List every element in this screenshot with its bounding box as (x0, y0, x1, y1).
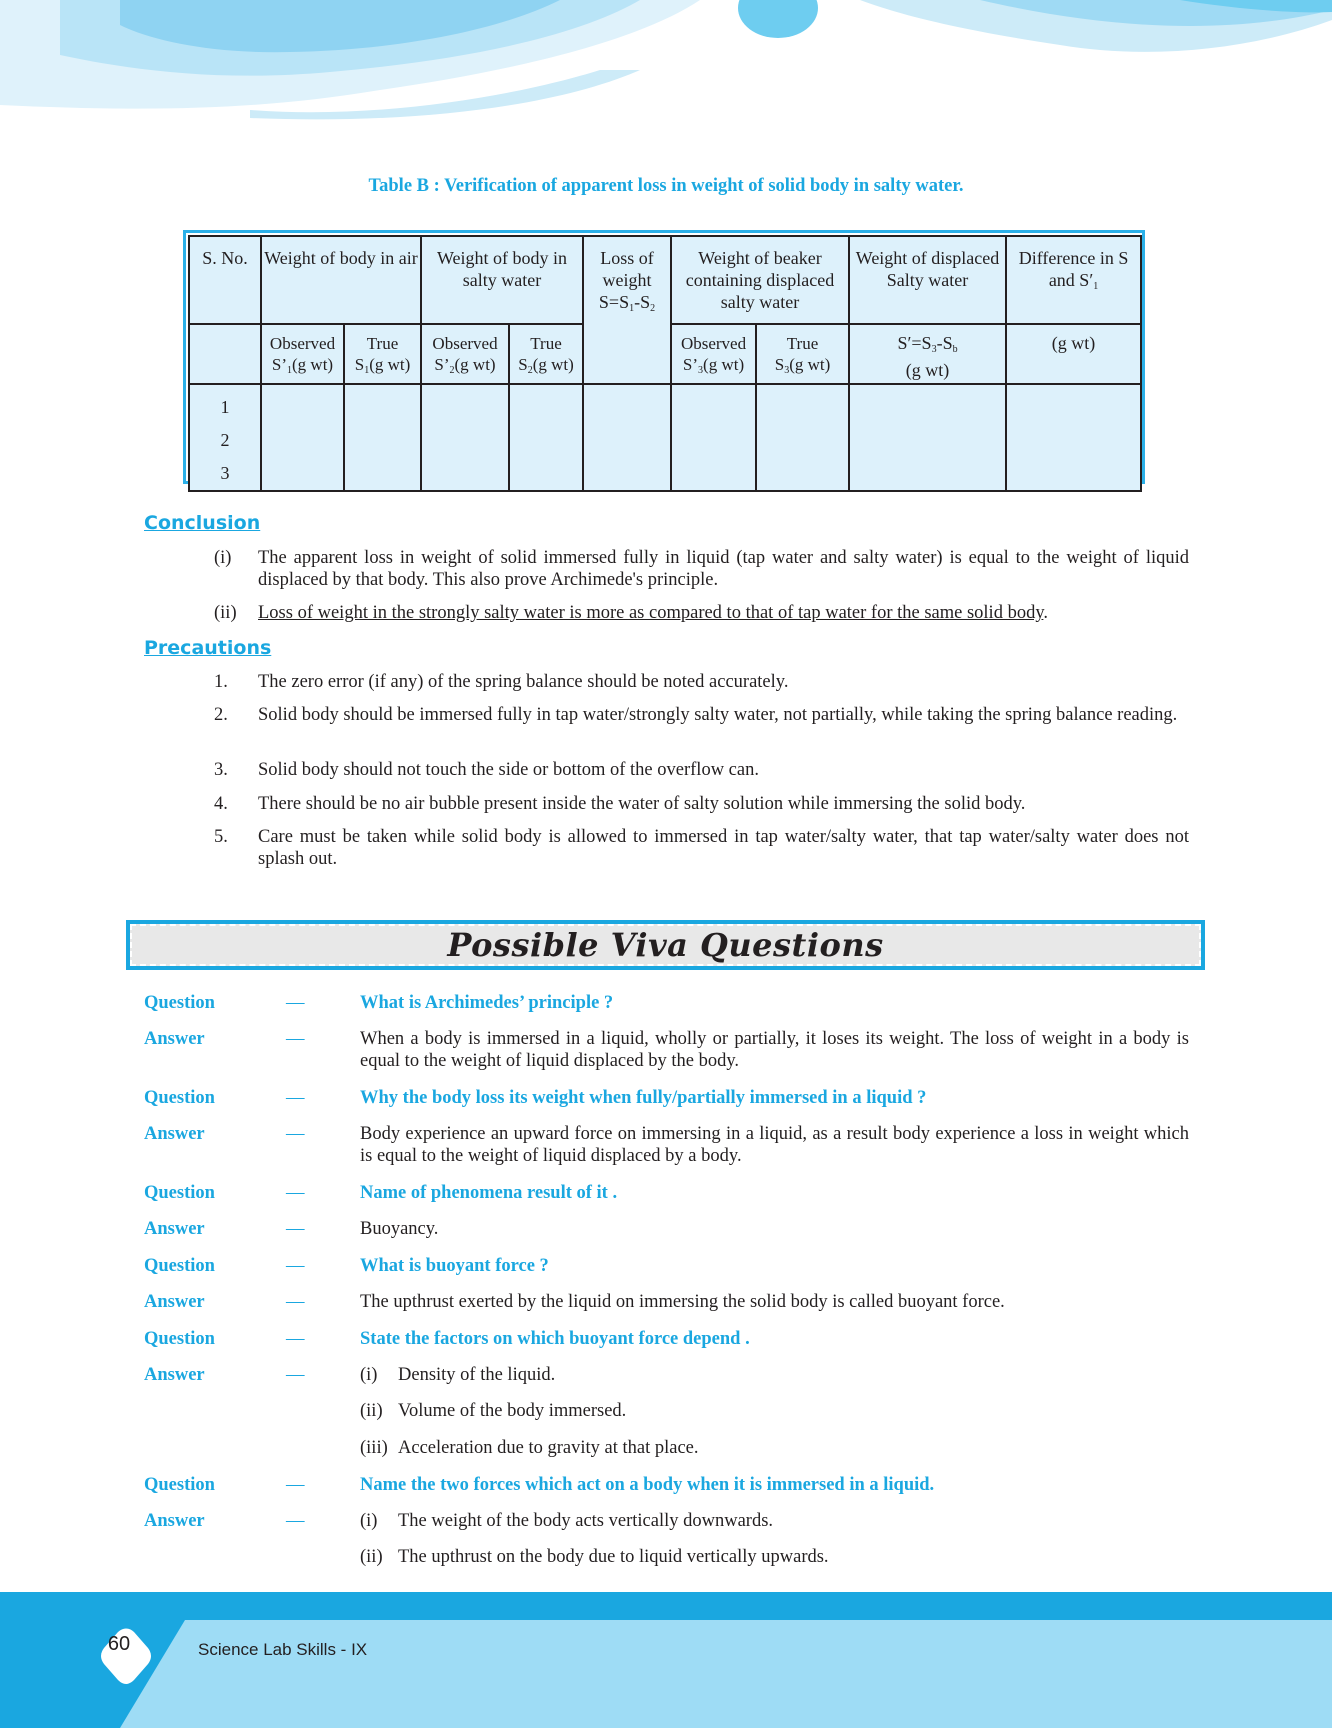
row-number: 2 (220, 430, 230, 450)
answer-text: Buoyancy. (360, 1219, 439, 1239)
precaution-item: 5. Care must be taken while solid body is allowed to immersed in tap water/salty water, that tap water/salty water does not splash out. (214, 827, 1189, 869)
book-title: Science Lab Skills - IX (198, 1640, 368, 1659)
question-text: Name of phenomena result of it . (360, 1183, 618, 1203)
table-cell (583, 384, 671, 491)
viva-answer: Answer — Buoyancy. (144, 1218, 1189, 1240)
header-difference: Difference in S and $S'_1$ (1006, 236, 1141, 324)
conclusion-item: (ii) Loss of weight in the strongly salty water is more as compared to that of tap water for the same solid body. (214, 603, 1048, 623)
viva-question: Question — Name of phenomena result of it . (144, 1182, 1189, 1204)
viva-question: Question — Name the two forces which act on a body when it is immersed in a liquid. (144, 1474, 1189, 1496)
table-cell (509, 384, 583, 491)
viva-banner (126, 920, 1205, 970)
viva-question: Question — Why the body loss its weight when fully/partially immersed in a liquid ? (144, 1087, 1189, 1109)
page-number: 60 (107, 1633, 131, 1655)
answer-text: The upthrust exerted by the liquid on immersing the solid body is called buoyant force. (360, 1292, 1005, 1312)
data-table-frame (183, 230, 1145, 484)
conclusion-item (214, 547, 1189, 591)
header-displaced-weight: Weight of displaced Salty water (849, 236, 1006, 324)
header-wave-decoration (0, 0, 1332, 130)
header-weight-air: Weight of body in air (261, 236, 421, 324)
precaution-item: 4. There should be no air bubble present inside the water of salty solution while immersing the solid body. (214, 794, 1026, 814)
conclusion-text: Loss of weight in the strongly salty water is more as compared to that of tap water for the same solid body (258, 603, 1044, 623)
answer-list-item: (i) The weight of the body acts vertically downwards. (360, 1511, 774, 1531)
viva-title: Possible Viva Questions (447, 926, 884, 964)
subheader-beaker-true: True $S_3(g$ wt) (756, 324, 849, 384)
question-text: Why the body loss its weight when fully/partially immersed in a liquid ? (360, 1088, 927, 1108)
answer-list-item: (ii) Volume of the body immersed. (360, 1401, 627, 1421)
precautions-heading: Precautions (144, 637, 272, 659)
precaution-item: 1. The zero error (if any) of the spring balance should be noted accurately. (214, 672, 789, 692)
table-caption: Table B : Verification of apparent loss in weight of solid body in salty water. (368, 176, 964, 196)
subheader-displaced-formula: $S'=S_3-S_b$ (g wt) (849, 324, 1006, 384)
table-cell (261, 384, 344, 491)
list-marker: (i) (214, 548, 232, 568)
subheader-salty-observed: Observed $S’_2(g$ wt) (421, 324, 509, 384)
data-table (188, 235, 1142, 492)
list-marker: (ii) (214, 603, 237, 623)
answer-list-item: (i) Density of the liquid. (360, 1365, 556, 1385)
subheader-empty (189, 324, 261, 384)
viva-answer: Answer — Body experience an upward force on immersing in a liquid, as a result body experience a loss in weight which is equal to the weight of liquid displaced by a body. (144, 1124, 1189, 1166)
question-text: State the factors on which buoyant force depend . (360, 1329, 750, 1349)
subheader-air-true: True $S_1(g$ wt) (344, 324, 421, 384)
row-number: 3 (220, 463, 230, 483)
answer-list-item: (iii) Acceleration due to gravity at that place. (360, 1438, 699, 1458)
header-beaker-weight: Weight of beaker containing displaced salty water (671, 236, 849, 324)
serial-number-cell (189, 384, 261, 491)
row-number: 1 (220, 397, 230, 417)
conclusion-heading: Conclusion (144, 512, 261, 534)
viva-question: Question — State the factors on which buoyant force depend . (144, 1328, 1189, 1350)
conclusion-text: The apparent loss in weight of solid immersed fully in liquid (tap water and salty water) is equal to the weight of liquid displaced by that body. This also prove Archimede's principle. (258, 548, 1189, 590)
table-cell (1006, 384, 1141, 491)
answer-list-item: (ii) The upthrust on the body due to liquid vertically upwards. (360, 1547, 829, 1567)
footer-band (0, 1592, 1332, 1728)
table-cell (849, 384, 1006, 491)
answer-text: When a body is immersed in a liquid, wholly or partially, it loses its weight. The loss of weight in a body is equal to the weight of liquid displaced by the body. (360, 1029, 1189, 1071)
table-cell (671, 384, 756, 491)
header-weight-salty: Weight of body in salty water (421, 236, 583, 324)
table-cell (756, 384, 849, 491)
precaution-item: 2. Solid body should be immersed fully in tap water/strongly salty water, not partially, while taking the spring balance reading. (214, 705, 1178, 725)
table-cell (421, 384, 509, 491)
viva-answer: Answer — When a body is immersed in a liquid, wholly or partially, it loses its weight. The loss of weight in a body is equal to the weight of liquid displaced by the body. (144, 1029, 1189, 1071)
viva-question: Question — What is buoyant force ? (144, 1255, 1189, 1277)
question-text: What is Archimedes’ principle ? (360, 993, 614, 1013)
subheader-beaker-observed: Observed $S’_3(g$ wt) (671, 324, 756, 384)
viva-question: Question — What is Archimedes’ principle ? (144, 992, 1189, 1014)
question-text: What is buoyant force ? (360, 1256, 549, 1276)
table-cell (344, 384, 421, 491)
viva-answer: Answer — The upthrust exerted by the liquid on immersing the solid body is called buoyant force. (144, 1291, 1189, 1313)
subheader-salty-true: True $S_2(g$ wt) (509, 324, 583, 384)
header-loss-of-weight: Loss of weight $S=S_1-S_2$ (583, 236, 671, 384)
header-sno: S. No. (189, 236, 261, 324)
question-text: Name the two forces which act on a body when it is immersed in a liquid. (360, 1475, 935, 1495)
subheader-difference-unit: (g wt) (1006, 324, 1141, 384)
subheader-air-observed: Observed $S’_1(g$ wt) (261, 324, 344, 384)
answer-text: Body experience an upward force on immersing in a liquid, as a result body experience a loss in weight which is equal to the weight of liquid displaced by a body. (360, 1124, 1189, 1166)
precaution-item: 3. Solid body should not touch the side or bottom of the overflow can. (214, 760, 759, 780)
